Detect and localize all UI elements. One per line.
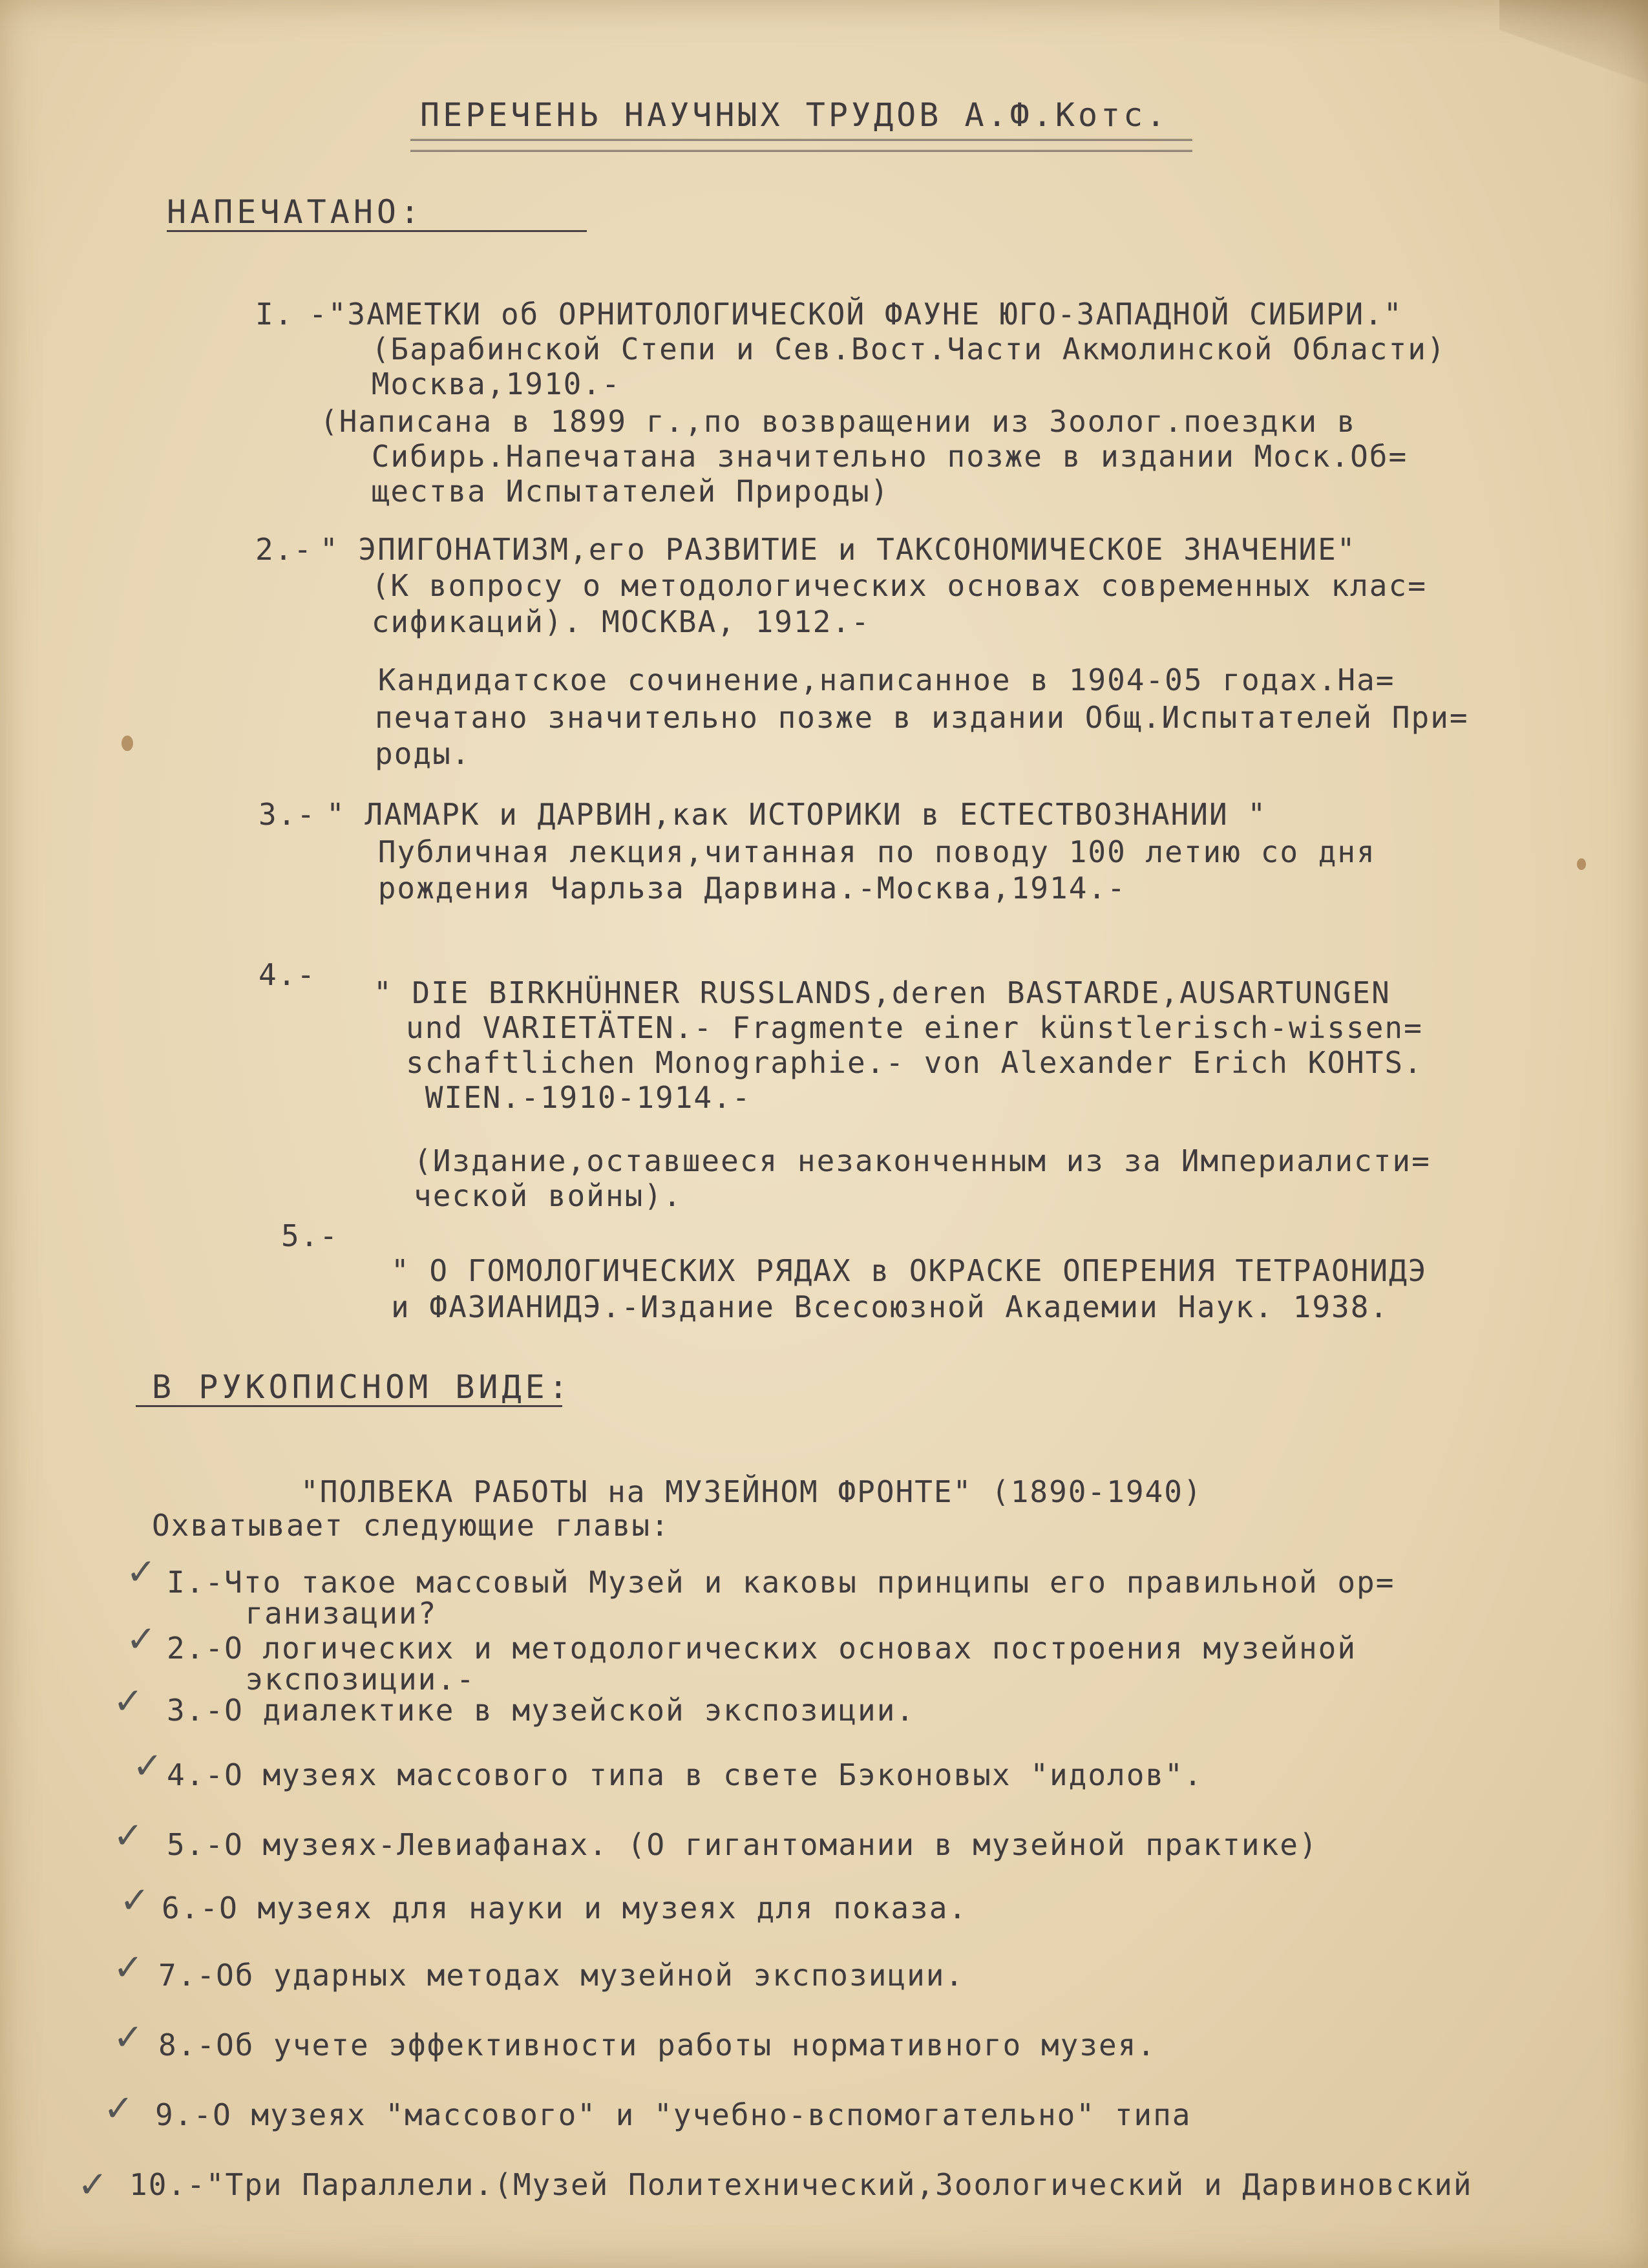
item-line: WIEN.-1910-1914.- — [406, 1080, 752, 1115]
stain — [1577, 858, 1586, 870]
chapter-line: 4.-О музеях массового типа в свете Бэконовых "идолов". — [167, 1757, 1203, 1792]
chapter-line: I.-Что такое массовый Музей и каковы принципы его правильной ор= — [167, 1565, 1395, 1600]
item-number: 5.- — [281, 1218, 339, 1253]
item-line: (К вопросу о методологических основах современных клас= — [352, 568, 1427, 603]
checkmark-icon: ✓ — [113, 1947, 143, 1989]
checkmark-icon: ✓ — [113, 2017, 143, 2059]
chapter-line: 10.-"Три Параллели.(Музей Политехнический,Зоологический и Дарвиновский — [129, 2167, 1473, 2202]
chapter-line: 3.-О диалектике в музейской экспозиции. — [167, 1693, 916, 1728]
checkmark-icon: ✓ — [132, 1745, 163, 1787]
chapter-line: 6.-О музеях для науки и музеях для показа. — [162, 1891, 968, 1925]
item-note-line: печатано значительно позже в издании Общ.Испытателей При= — [375, 700, 1469, 735]
folded-corner — [1499, 0, 1648, 97]
section-manuscript-label: В РУКОПИСНОМ ВИДЕ: — [152, 1368, 572, 1406]
item-number: 2.- — [255, 532, 313, 567]
item-line: " О ГОМОЛОГИЧЕСКИХ РЯДАХ в ОКРАСКЕ ОПЕРЕНИЯ ТЕТРАОНИДЭ — [391, 1253, 1428, 1288]
item-line: сификаций). МОСКВА, 1912.- — [352, 604, 871, 639]
chapter-line: 5.-О музеях-Левиафанах. (О гигантомании в музейной практике) — [167, 1827, 1318, 1862]
chapter-line: 9.-О музеях "массового" и "учебно-вспомогательно" типа — [155, 2097, 1192, 2132]
item-number: 4.- — [259, 957, 317, 992]
item-line: Публичная лекция,читанная по поводу 100 летию со дня — [359, 834, 1376, 869]
item-note-line: Кандидатское сочинение,написанное в 1904-05 годах.На= — [359, 662, 1395, 697]
manuscript-intro: Охватывает следующие главы: — [152, 1508, 670, 1543]
checkmark-icon: ✓ — [126, 1551, 156, 1593]
chapter-line: 7.-Об ударных методах музейной экспозиции. — [158, 1958, 965, 1993]
item-number: 3.- — [259, 797, 317, 832]
checkmark-icon: ✓ — [126, 1618, 156, 1660]
item-line: schaftlichen Monographie.- von Alexander Erich KOHTS. — [406, 1045, 1423, 1080]
checkmark-icon: ✓ — [78, 2164, 108, 2206]
chapter-line: ганизации? — [207, 1596, 438, 1631]
item-line: Москва,1910.- — [352, 366, 621, 401]
item-note-line: (Написана в 1899 г.,по возвращении из Зоолог.поездки в — [320, 404, 1357, 439]
item-line: и ФАЗИАНИДЭ.-Издание Всесоюзной Академии Наук. 1938. — [391, 1289, 1389, 1324]
section-printed-label: НАПЕЧАТАНО: — [167, 193, 424, 231]
item-note-line: Сибирь.Напечатана значительно позже в издании Моск.Об= — [352, 439, 1408, 474]
item-note-line: роды. — [375, 736, 471, 771]
section-underline — [136, 1405, 562, 1407]
item-line: " ЛАМАРК и ДАРВИН,как ИСТОРИКИ в ЕСТЕСТВОЗНАНИИ " — [326, 797, 1267, 832]
item-line: " ЭПИГОНАТИЗМ,его РАЗВИТИЕ и ТАКСОНОМИЧЕСКОЕ ЗНАЧЕНИЕ" — [320, 532, 1357, 567]
item-note-line: щества Испытателей Природы) — [352, 474, 890, 509]
item-line: рождения Чарльза Дарвина.-Москва,1914.- — [359, 871, 1126, 906]
checkmark-icon: ✓ — [103, 2088, 134, 2130]
item-line: (Барабинской Степи и Сев.Вост.Части Акмолинской Области) — [352, 332, 1446, 366]
item-line: -"ЗАМЕТКИ об ОРНИТОЛОГИЧЕСКОЙ ФАУНЕ ЮГО-ЗАПАДНОЙ СИБИРИ." — [309, 297, 1403, 332]
title-underline — [410, 139, 1192, 152]
item-number: I. — [255, 297, 294, 332]
checkmark-icon: ✓ — [120, 1880, 150, 1922]
section-underline — [167, 230, 587, 232]
item-note-line: (Издание,оставшееся незаконченным из за Империалисти= — [414, 1143, 1431, 1178]
chapter-line: экспозиции.- — [207, 1662, 476, 1697]
manuscript-title: "ПОЛВЕКА РАБОТЫ на МУЗЕЙНОМ ФРОНТЕ" (1890-1940) — [301, 1474, 1203, 1509]
item-line: und VARIETÄTEN.- Fragmente einer künstlerisch-wissen= — [406, 1010, 1423, 1045]
stain — [121, 736, 133, 751]
item-note-line: ческой войны). — [414, 1178, 682, 1213]
chapter-line: 2.-О логических и методологических основах построения музейной — [167, 1631, 1357, 1666]
item-line: " DIE BIRKHÜHNER RUSSLANDS,deren BASTARDE,AUSARTUNGEN — [374, 975, 1391, 1010]
checkmark-icon: ✓ — [113, 1680, 143, 1722]
document-title: ПЕРЕЧЕНЬ НАУЧНЫХ ТРУДОВ А.Ф.Котс. — [420, 96, 1169, 134]
checkmark-icon: ✓ — [113, 1815, 143, 1857]
chapter-line: 8.-Об учете эффективности работы нормативного музея. — [158, 2028, 1157, 2062]
